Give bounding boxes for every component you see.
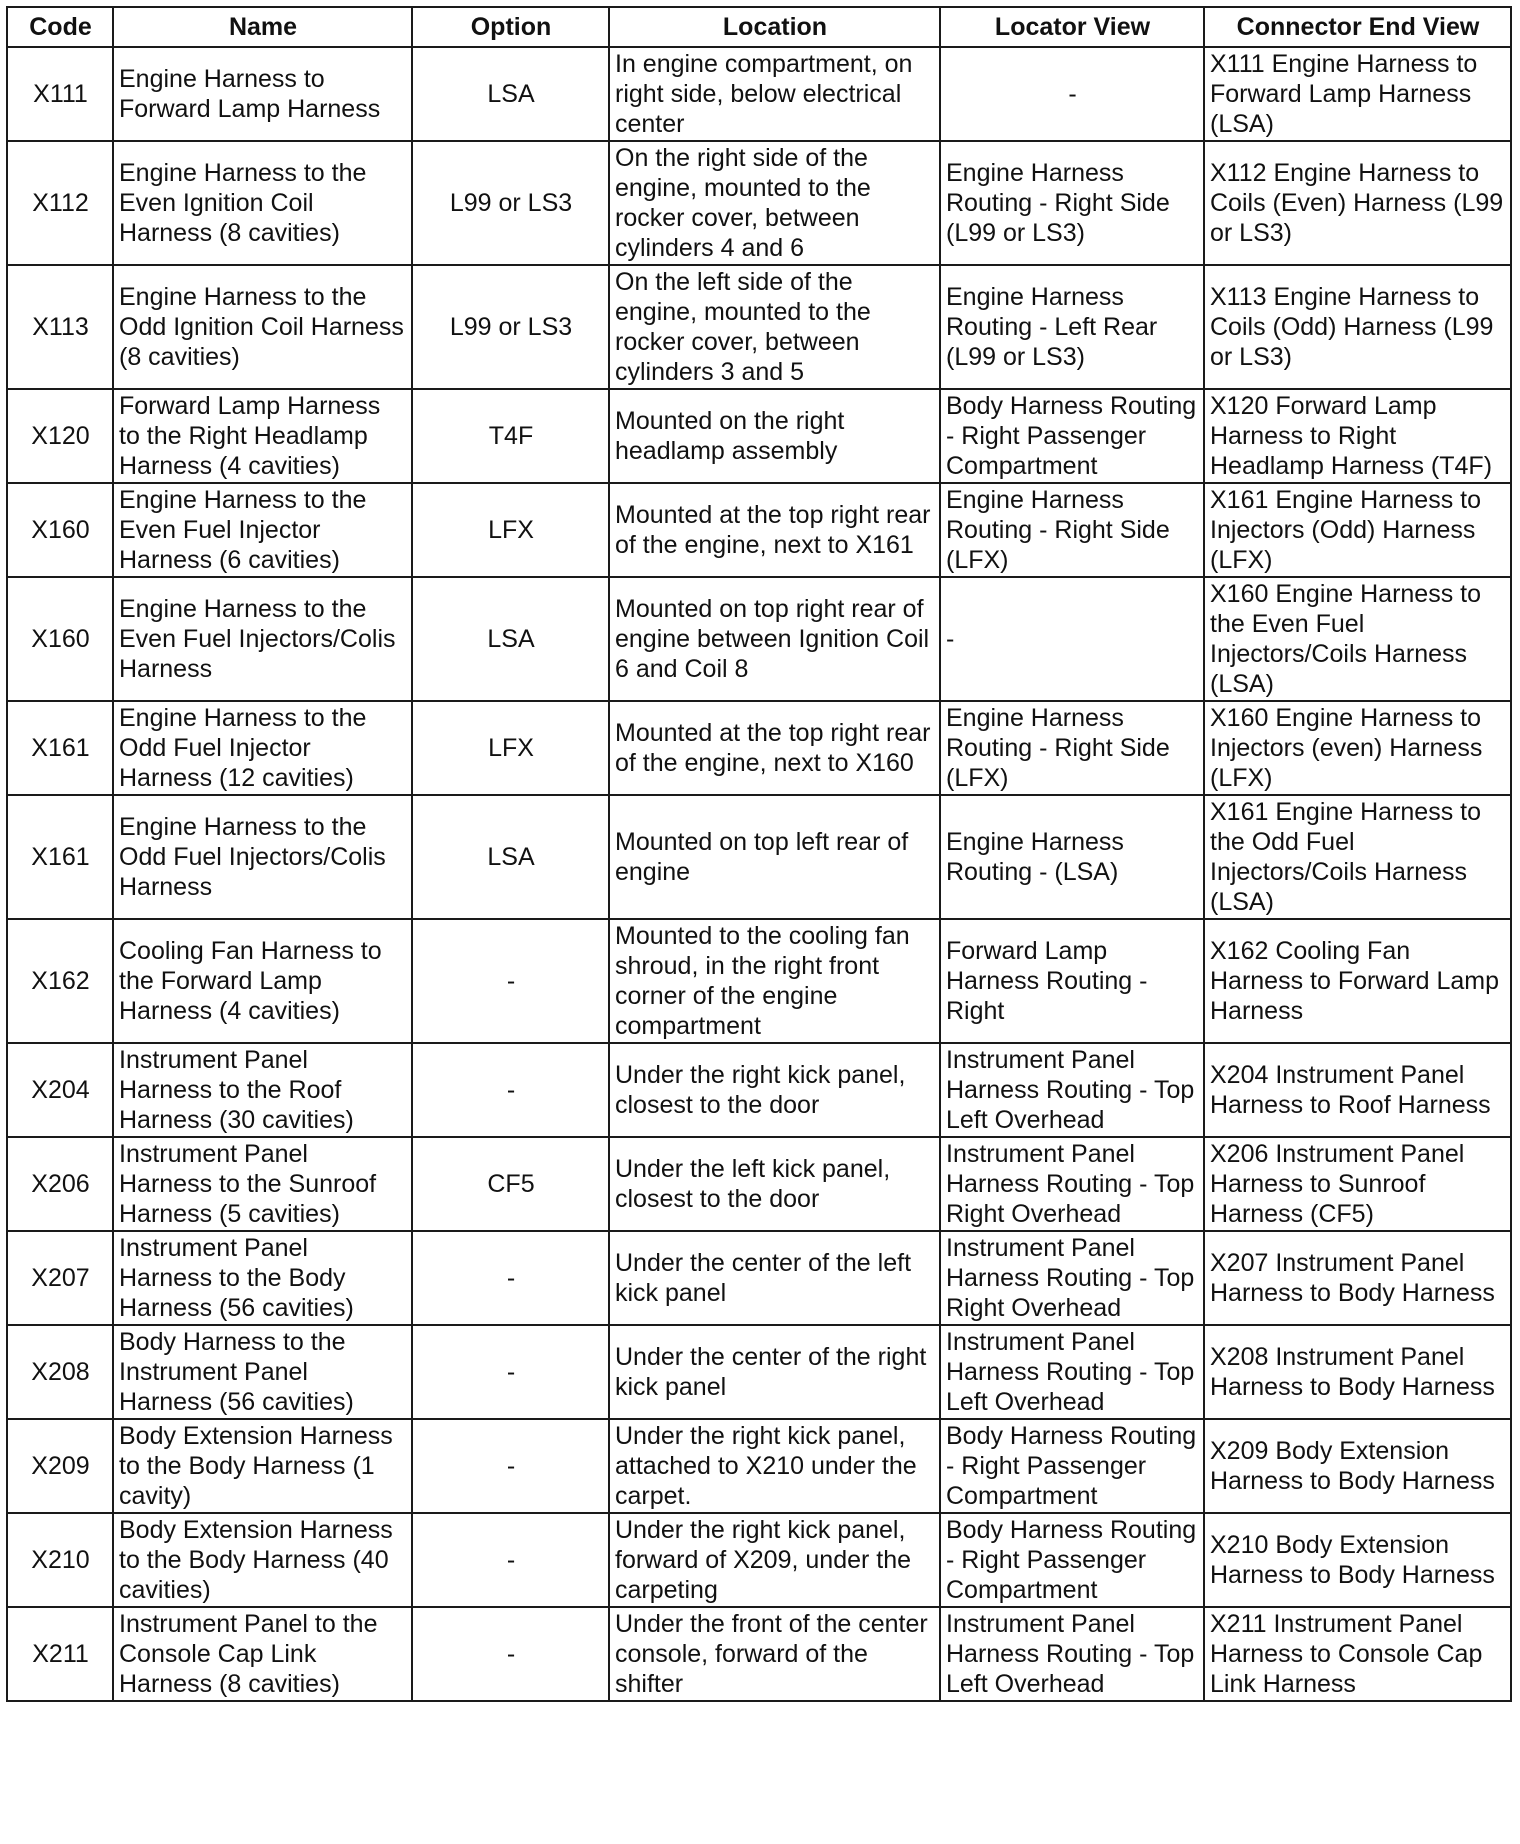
table-row (7, 141, 1511, 265)
cell-locator-view: - (940, 577, 1204, 701)
table-row (7, 1419, 1511, 1513)
cell-code: X211 (7, 1607, 113, 1701)
cell-option: LSA (412, 47, 609, 141)
table-row (7, 389, 1511, 483)
cell-name: Engine Harness to the Odd Ignition Coil Harness (8 cavities) (113, 265, 412, 389)
cell-locator-view: Forward Lamp Harness Routing - Right (940, 919, 1204, 1043)
cell-name: Forward Lamp Harness to the Right Headlamp Harness (4 cavities) (113, 389, 412, 483)
cell-connector-end-view: X211 Instrument Panel Harness to Console Cap Link Harness (1204, 1607, 1511, 1701)
header-connector-end-view: Connector End View (1204, 7, 1511, 47)
cell-location: Under the right kick panel, forward of X209, under the carpeting (609, 1513, 940, 1607)
table-row (7, 483, 1511, 577)
cell-option: - (412, 1513, 609, 1607)
connector-table (6, 6, 1512, 1702)
cell-connector-end-view: X209 Body Extension Harness to Body Harness (1204, 1419, 1511, 1513)
cell-code: X204 (7, 1043, 113, 1137)
table-row (7, 1137, 1511, 1231)
cell-option: LFX (412, 483, 609, 577)
cell-code: X206 (7, 1137, 113, 1231)
cell-code: X161 (7, 795, 113, 919)
cell-location: Mounted to the cooling fan shroud, in the right front corner of the engine compartment (609, 919, 940, 1043)
table-row (7, 265, 1511, 389)
header-option: Option (412, 7, 609, 47)
cell-code: X112 (7, 141, 113, 265)
cell-locator-view: Body Harness Routing - Right Passenger Compartment (940, 1513, 1204, 1607)
cell-name: Engine Harness to Forward Lamp Harness (113, 47, 412, 141)
cell-name: Instrument Panel Harness to the Roof Harness (30 cavities) (113, 1043, 412, 1137)
cell-name: Instrument Panel to the Console Cap Link Harness (8 cavities) (113, 1607, 412, 1701)
cell-location: Mounted on top right rear of engine between Ignition Coil 6 and Coil 8 (609, 577, 940, 701)
cell-location: Under the right kick panel, closest to the door (609, 1043, 940, 1137)
cell-option: T4F (412, 389, 609, 483)
cell-connector-end-view: X207 Instrument Panel Harness to Body Harness (1204, 1231, 1511, 1325)
table-row (7, 919, 1511, 1043)
cell-locator-view: Instrument Panel Harness Routing - Top Right Overhead (940, 1231, 1204, 1325)
cell-code: X111 (7, 47, 113, 141)
cell-location: Under the center of the right kick panel (609, 1325, 940, 1419)
table-row (7, 795, 1511, 919)
cell-connector-end-view: X204 Instrument Panel Harness to Roof Harness (1204, 1043, 1511, 1137)
cell-name: Engine Harness to the Even Fuel Injectors/Colis Harness (113, 577, 412, 701)
cell-name: Cooling Fan Harness to the Forward Lamp Harness (4 cavities) (113, 919, 412, 1043)
cell-location: On the left side of the engine, mounted to the rocker cover, between cylinders 3 and 5 (609, 265, 940, 389)
cell-connector-end-view: X208 Instrument Panel Harness to Body Harness (1204, 1325, 1511, 1419)
cell-locator-view: Instrument Panel Harness Routing - Top Left Overhead (940, 1043, 1204, 1137)
cell-locator-view: Engine Harness Routing - (LSA) (940, 795, 1204, 919)
cell-locator-view: Instrument Panel Harness Routing - Top Left Overhead (940, 1607, 1204, 1701)
table-row (7, 1231, 1511, 1325)
cell-code: X161 (7, 701, 113, 795)
cell-code: X162 (7, 919, 113, 1043)
cell-option: LSA (412, 577, 609, 701)
cell-connector-end-view: X162 Cooling Fan Harness to Forward Lamp Harness (1204, 919, 1511, 1043)
cell-connector-end-view: X161 Engine Harness to Injectors (Odd) Harness (LFX) (1204, 483, 1511, 577)
cell-code: X160 (7, 577, 113, 701)
cell-locator-view: Engine Harness Routing - Right Side (LFX) (940, 483, 1204, 577)
cell-connector-end-view: X160 Engine Harness to the Even Fuel Injectors/Coils Harness (LSA) (1204, 577, 1511, 701)
cell-locator-view: Instrument Panel Harness Routing - Top Right Overhead (940, 1137, 1204, 1231)
cell-name: Body Harness to the Instrument Panel Harness (56 cavities) (113, 1325, 412, 1419)
cell-name: Engine Harness to the Odd Fuel Injectors/Colis Harness (113, 795, 412, 919)
table-row (7, 1043, 1511, 1137)
cell-option: - (412, 1325, 609, 1419)
cell-option: - (412, 1607, 609, 1701)
cell-option: CF5 (412, 1137, 609, 1231)
cell-connector-end-view: X210 Body Extension Harness to Body Harness (1204, 1513, 1511, 1607)
cell-option: - (412, 1043, 609, 1137)
cell-locator-view: Instrument Panel Harness Routing - Top Left Overhead (940, 1325, 1204, 1419)
cell-code: X113 (7, 265, 113, 389)
cell-option: - (412, 1231, 609, 1325)
header-locator-view: Locator View (940, 7, 1204, 47)
cell-locator-view: Body Harness Routing - Right Passenger Compartment (940, 1419, 1204, 1513)
cell-location: Mounted at the top right rear of the engine, next to X160 (609, 701, 940, 795)
cell-code: X210 (7, 1513, 113, 1607)
cell-code: X208 (7, 1325, 113, 1419)
cell-connector-end-view: X206 Instrument Panel Harness to Sunroof Harness (CF5) (1204, 1137, 1511, 1231)
cell-location: Under the front of the center console, forward of the shifter (609, 1607, 940, 1701)
cell-option: L99 or LS3 (412, 265, 609, 389)
cell-name: Engine Harness to the Odd Fuel Injector Harness (12 cavities) (113, 701, 412, 795)
cell-option: LFX (412, 701, 609, 795)
header-row (7, 7, 1511, 47)
cell-location: Mounted on top left rear of engine (609, 795, 940, 919)
cell-option: LSA (412, 795, 609, 919)
table-row (7, 1607, 1511, 1701)
cell-location: On the right side of the engine, mounted to the rocker cover, between cylinders 4 and 6 (609, 141, 940, 265)
cell-code: X207 (7, 1231, 113, 1325)
cell-location: Mounted on the right headlamp assembly (609, 389, 940, 483)
cell-code: X209 (7, 1419, 113, 1513)
table-row (7, 577, 1511, 701)
cell-locator-view: Engine Harness Routing - Left Rear (L99 or LS3) (940, 265, 1204, 389)
cell-name: Engine Harness to the Even Fuel Injector Harness (6 cavities) (113, 483, 412, 577)
cell-code: X160 (7, 483, 113, 577)
cell-location: Mounted at the top right rear of the engine, next to X161 (609, 483, 940, 577)
cell-connector-end-view: X160 Engine Harness to Injectors (even) Harness (LFX) (1204, 701, 1511, 795)
table-row (7, 701, 1511, 795)
cell-connector-end-view: X120 Forward Lamp Harness to Right Headlamp Harness (T4F) (1204, 389, 1511, 483)
cell-locator-view: Engine Harness Routing - Right Side (LFX) (940, 701, 1204, 795)
cell-option: - (412, 1419, 609, 1513)
cell-connector-end-view: X161 Engine Harness to the Odd Fuel Injectors/Coils Harness (LSA) (1204, 795, 1511, 919)
cell-locator-view: Body Harness Routing - Right Passenger Compartment (940, 389, 1204, 483)
cell-connector-end-view: X112 Engine Harness to Coils (Even) Harness (L99 or LS3) (1204, 141, 1511, 265)
cell-code: X120 (7, 389, 113, 483)
cell-name: Instrument Panel Harness to the Body Harness (56 cavities) (113, 1231, 412, 1325)
cell-locator-view: Engine Harness Routing - Right Side (L99 or LS3) (940, 141, 1204, 265)
header-code: Code (7, 7, 113, 47)
header-location: Location (609, 7, 940, 47)
header-name: Name (113, 7, 412, 47)
cell-connector-end-view: X111 Engine Harness to Forward Lamp Harness (LSA) (1204, 47, 1511, 141)
cell-name: Instrument Panel Harness to the Sunroof Harness (5 cavities) (113, 1137, 412, 1231)
cell-name: Body Extension Harness to the Body Harness (1 cavity) (113, 1419, 412, 1513)
table-row (7, 1513, 1511, 1607)
table-row (7, 47, 1511, 141)
cell-location: Under the right kick panel, attached to X210 under the carpet. (609, 1419, 940, 1513)
cell-name: Engine Harness to the Even Ignition Coil Harness (8 cavities) (113, 141, 412, 265)
cell-option: - (412, 919, 609, 1043)
cell-location: Under the center of the left kick panel (609, 1231, 940, 1325)
table-row (7, 1325, 1511, 1419)
cell-connector-end-view: X113 Engine Harness to Coils (Odd) Harness (L99 or LS3) (1204, 265, 1511, 389)
cell-location: Under the left kick panel, closest to the door (609, 1137, 940, 1231)
cell-name: Body Extension Harness to the Body Harness (40 cavities) (113, 1513, 412, 1607)
cell-locator-view: - (940, 47, 1204, 141)
cell-location: In engine compartment, on right side, below electrical center (609, 47, 940, 141)
cell-option: L99 or LS3 (412, 141, 609, 265)
